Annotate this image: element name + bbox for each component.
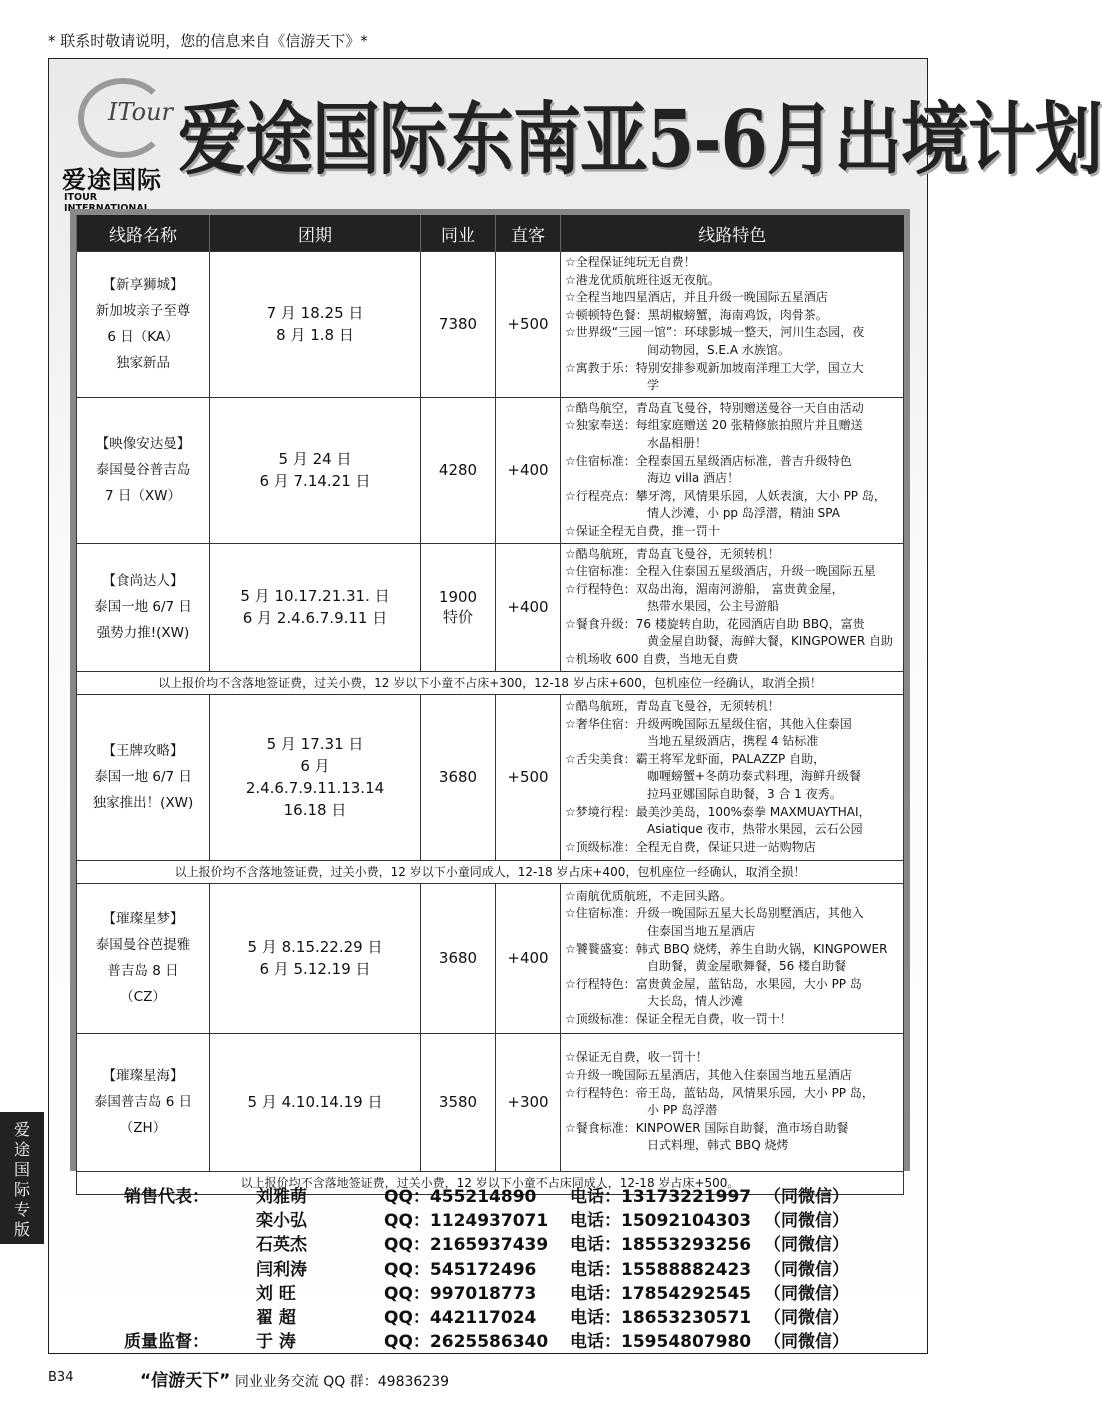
contact-name: 刘 旺 bbox=[256, 1283, 296, 1304]
route-direct-price: +300 bbox=[496, 1033, 561, 1171]
contact-phone bbox=[570, 1279, 751, 1304]
table-header-row bbox=[77, 215, 904, 252]
qq-prefix: QQ： bbox=[384, 1332, 430, 1353]
qq-number: 1124937071 bbox=[429, 1211, 549, 1232]
route-name-line: （ZH） bbox=[119, 1120, 167, 1137]
qq-number: 442117024 bbox=[429, 1308, 537, 1328]
contact-qq bbox=[384, 1230, 548, 1255]
side-tab-char: 途 bbox=[13, 1140, 30, 1159]
contact-row bbox=[124, 1230, 924, 1254]
contact-name: 于 涛 bbox=[256, 1332, 296, 1353]
feature-line: 学 bbox=[647, 378, 660, 393]
route-name-line: （CZ） bbox=[120, 989, 166, 1006]
route-name-line: 强势力推!(XW) bbox=[96, 625, 190, 642]
feature-line: ☆酷鸟航空，青岛直飞曼谷，特别赠送曼谷一天自由活动 bbox=[565, 400, 864, 415]
feature-line: ☆奢华住宿：升级两晚国际五星级住宿，其他入住泰国 bbox=[565, 716, 852, 731]
peer-price-value: 7380 bbox=[438, 315, 478, 334]
feature-line: ☆住宿标准：升级一晚国际五星大长岛别墅酒店，其他入 bbox=[565, 906, 864, 921]
route-peer-price bbox=[421, 397, 496, 543]
table-row bbox=[77, 694, 904, 860]
route-name-line: 6 日（KA） bbox=[107, 329, 179, 346]
contact-phone bbox=[570, 1230, 751, 1255]
route-name-line: 【食尚达人】 bbox=[102, 573, 184, 590]
feature-line: ☆酷鸟航班，青岛直飞曼谷，无须转机！ bbox=[565, 546, 780, 561]
phone-number: 17854292545 bbox=[621, 1283, 752, 1304]
price-notice: 以上报价均不含落地签证费，过关小费，12 岁以下小童不占床同成人，12-18 岁占床+500。 bbox=[77, 1171, 904, 1194]
route-date-line: 2.4.6.7.9.11.13.14 bbox=[245, 779, 385, 798]
phone-number: 15092104303 bbox=[621, 1211, 752, 1232]
phone-prefix: 电话： bbox=[570, 1308, 621, 1328]
wechat-note: （同微信） bbox=[764, 1283, 849, 1304]
table-row bbox=[77, 252, 904, 398]
feature-line: Asiatique 夜市，热带水果园，云石公园 bbox=[647, 822, 863, 837]
contact-row bbox=[124, 1182, 924, 1206]
page-number: B34 bbox=[48, 1370, 74, 1385]
feature-line: 黄金屋自助餐，海鲜大餐，KINGPOWER 自助 bbox=[647, 634, 893, 649]
feature-line: ☆世界级“三园一馆”：环球影城一整天，河川生态园，夜 bbox=[565, 325, 865, 340]
top-note: * 联系时敬请说明，您的信息来自《信游天下》* bbox=[48, 32, 368, 50]
feature-line: 热带水果园，公主号游船 bbox=[647, 599, 780, 614]
logo-mark: ITour bbox=[108, 98, 174, 126]
contact-qq bbox=[384, 1327, 548, 1352]
contact-row bbox=[124, 1255, 924, 1279]
route-date-line: 5 月 10.17.21.31. 日 bbox=[240, 587, 390, 606]
feature-line: ☆顶级标准：全程无自费，保证只进一站购物店 bbox=[565, 839, 816, 854]
feature-line: ☆行程特色：双岛出海，湄南河游船， 富贵黄金屋， bbox=[565, 581, 844, 596]
peer-price-value: 4280 bbox=[438, 461, 478, 480]
qq-prefix: QQ： bbox=[384, 1308, 430, 1328]
feature-line: ☆独家奉送：每组家庭赠送 20 张精修旅拍照片并且赠送 bbox=[565, 418, 863, 433]
phone-prefix: 电话： bbox=[570, 1283, 621, 1304]
contact-phone bbox=[570, 1327, 751, 1352]
route-peer-price bbox=[421, 1033, 496, 1171]
route-features-cell bbox=[561, 252, 904, 398]
contact-phone bbox=[570, 1303, 751, 1328]
qq-number: 997018773 bbox=[429, 1283, 537, 1304]
route-direct-price: +500 bbox=[496, 694, 561, 860]
route-direct-price: +400 bbox=[496, 543, 561, 671]
contact-row bbox=[124, 1279, 924, 1303]
header-route: 线路名称 bbox=[77, 215, 210, 252]
company-logo bbox=[60, 78, 180, 214]
feature-line: ☆寓教于乐：特别安排参观新加坡南洋理工大学，国立大 bbox=[565, 360, 864, 375]
route-date-line: 5 月 4.10.14.19 日 bbox=[247, 1093, 383, 1112]
feature-line: ☆住宿标准：全程入住泰国五星级酒店，升级一晚国际五星 bbox=[565, 564, 876, 579]
route-peer-price bbox=[421, 694, 496, 860]
header-features: 线路特色 bbox=[561, 215, 904, 252]
route-features-cell bbox=[561, 694, 904, 860]
qq-prefix: QQ： bbox=[384, 1211, 430, 1232]
page-title: 爱途国际东南亚5-6月出境计划 bbox=[178, 94, 1102, 187]
feature-line: ☆保证无自费，收一罚十！ bbox=[565, 1050, 708, 1065]
route-direct-price: +500 bbox=[496, 252, 561, 398]
route-date-line: 6 月 7.14.21 日 bbox=[259, 472, 371, 491]
contact-phone bbox=[570, 1182, 751, 1207]
footer-brand: “信游天下” bbox=[140, 1371, 231, 1391]
side-tab-char: 国 bbox=[13, 1160, 30, 1179]
route-name-line: 新加坡亲子至尊 bbox=[95, 303, 191, 320]
route-dates-cell bbox=[210, 883, 421, 1033]
phone-number: 18553293256 bbox=[621, 1235, 752, 1256]
side-tab-char: 版 bbox=[13, 1220, 30, 1239]
route-name-line: 独家推出！(XW) bbox=[92, 795, 194, 812]
route-name-line: 泰国一地 6/7 日 bbox=[94, 599, 192, 616]
route-peer-price bbox=[421, 883, 496, 1033]
logo-cn-name: 爱途国际 bbox=[62, 166, 162, 194]
logo-en-name: ITOUR INTERNATIONAL bbox=[64, 192, 150, 214]
qq-prefix: QQ： bbox=[384, 1283, 430, 1304]
route-peer-price bbox=[421, 252, 496, 398]
phone-prefix: 电话： bbox=[570, 1235, 621, 1256]
route-date-line: 5 月 8.15.22.29 日 bbox=[247, 938, 383, 957]
feature-line: 小 PP 岛浮潜 bbox=[647, 1103, 718, 1118]
header-direct: 直客 bbox=[496, 215, 561, 252]
route-features-cell bbox=[561, 397, 904, 543]
route-name-line: 泰国普吉岛 6 日 bbox=[93, 1094, 193, 1111]
feature-line: 海边 villa 酒店！ bbox=[647, 471, 740, 486]
price-notice: 以上报价均不含落地签证费，过关小费，12 岁以下小童同成人，12-18 岁占床+400，包机座位一经确认，取消全损！ bbox=[77, 860, 904, 883]
phone-prefix: 电话： bbox=[570, 1211, 621, 1232]
feature-line: 拉玛亚娜国际自助餐，3 合 1 夜秀。 bbox=[647, 786, 842, 801]
route-date-line: 6 月 bbox=[300, 757, 330, 776]
route-date-line: 16.18 日 bbox=[283, 801, 347, 820]
feature-line: 间动物园，S.E.A 水族馆。 bbox=[647, 342, 790, 357]
wechat-note: （同微信） bbox=[764, 1308, 849, 1328]
feature-line: ☆梦境行程：最美沙美岛，100%泰拳 MAXMUAYTHAI， bbox=[565, 804, 871, 819]
qq-number: 545172496 bbox=[429, 1259, 537, 1280]
feature-line: ☆南航优质航班，不走回头路。 bbox=[565, 888, 732, 903]
footer-group bbox=[140, 1366, 449, 1391]
feature-line: 自助餐，黄金屋歌舞餐，56 楼自助餐 bbox=[647, 959, 847, 974]
feature-line: 住泰国当地五星酒店 bbox=[647, 923, 756, 938]
route-name-cell bbox=[77, 883, 210, 1033]
route-name-line: 【新享狮城】 bbox=[102, 277, 184, 294]
wechat-note: （同微信） bbox=[764, 1332, 849, 1353]
qq-number: 455214890 bbox=[429, 1187, 537, 1207]
phone-prefix: 电话： bbox=[570, 1259, 621, 1280]
route-dates-cell bbox=[210, 1033, 421, 1171]
feature-line: ☆机场收 600 自费，当地无自费 bbox=[565, 652, 739, 667]
routes-table bbox=[76, 215, 904, 1195]
route-name-line: 7 日（XW） bbox=[105, 488, 181, 505]
route-dates-cell bbox=[210, 397, 421, 543]
route-name-line: 普吉岛 8 日 bbox=[107, 963, 179, 980]
feature-line: ☆全程当地四星酒店，并且升级一晚国际五星酒店 bbox=[565, 290, 828, 305]
side-tab-char: 际 bbox=[13, 1180, 30, 1199]
feature-line: ☆行程亮点：攀牙湾，风情果乐园，人妖表演，大小 PP 岛， bbox=[565, 488, 886, 503]
contact-row bbox=[124, 1303, 924, 1327]
route-features-cell bbox=[561, 883, 904, 1033]
route-date-line: 6 月 2.4.6.7.9.11 日 bbox=[242, 609, 388, 628]
wechat-note: （同微信） bbox=[764, 1235, 849, 1256]
feature-line: 情人沙滩，小 pp 岛浮潜，精油 SPA bbox=[647, 506, 840, 521]
qq-number: 2165937439 bbox=[429, 1235, 549, 1256]
feature-line: 大长岛，情人沙滩 bbox=[647, 994, 744, 1009]
feature-line: ☆保证全程无自费，推一罚十 bbox=[565, 523, 720, 538]
feature-line: 水晶相册！ bbox=[647, 435, 708, 450]
contact-name: 刘雅萌 bbox=[256, 1187, 307, 1207]
price-notice-row bbox=[77, 671, 904, 694]
wechat-note: （同微信） bbox=[764, 1259, 849, 1280]
wechat-note: （同微信） bbox=[764, 1211, 849, 1232]
price-notice: 以上报价均不含落地签证费，过关小费，12 岁以下小童不占床+300，12-18 岁占床+600，包机座位一经确认，取消全损！ bbox=[77, 671, 904, 694]
phone-number: 15588882423 bbox=[621, 1259, 752, 1280]
table-row bbox=[77, 1033, 904, 1171]
contact-name: 栾小弘 bbox=[256, 1211, 307, 1232]
peer-price-value: 3680 bbox=[438, 949, 478, 968]
wechat-note: （同微信） bbox=[764, 1187, 849, 1207]
feature-line: ☆顿顿特色餐：黑胡椒螃蟹，海南鸡饭，肉骨茶。 bbox=[565, 307, 828, 322]
phone-number: 15954807980 bbox=[621, 1332, 752, 1353]
route-name-line: 【映像安达曼】 bbox=[95, 436, 191, 453]
side-tab-char: 爱 bbox=[13, 1120, 30, 1139]
phone-number: 13173221997 bbox=[621, 1187, 752, 1207]
route-direct-price: +400 bbox=[496, 883, 561, 1033]
route-name-cell bbox=[77, 1033, 210, 1171]
side-tab bbox=[0, 1112, 44, 1244]
feature-line: ☆饕餮盛宴：韩式 BBQ 烧烤，养生自助火锅，KINGPOWER bbox=[565, 941, 888, 956]
phone-prefix: 电话： bbox=[570, 1332, 621, 1353]
contact-label: 质量监督： bbox=[124, 1332, 209, 1353]
contact-qq bbox=[384, 1279, 536, 1304]
route-name-line: 泰国曼谷芭提雅 bbox=[95, 937, 191, 954]
feature-line: ☆升级一晚国际五星酒店，其他入住泰国当地五星酒店 bbox=[565, 1067, 852, 1082]
feature-line: ☆住宿标准：全程泰国五星级酒店标准，普吉升级特色 bbox=[565, 453, 852, 468]
peer-price-value: 3580 bbox=[438, 1093, 478, 1112]
route-date-line: 7 月 18.25 日 bbox=[266, 304, 364, 323]
contact-qq bbox=[384, 1206, 548, 1231]
route-name-cell bbox=[77, 543, 210, 671]
contact-qq bbox=[384, 1255, 536, 1280]
route-name-cell bbox=[77, 694, 210, 860]
contact-row bbox=[124, 1327, 924, 1351]
feature-line: ☆舌尖美食：霸王将军龙虾面，PALAZZP 自助， bbox=[565, 751, 826, 766]
table-row bbox=[77, 883, 904, 1033]
phone-number: 18653230571 bbox=[621, 1308, 752, 1328]
route-name-line: 【王牌攻略】 bbox=[102, 743, 184, 760]
peer-price-note: 特价 bbox=[442, 607, 473, 626]
route-features-cell bbox=[561, 543, 904, 671]
contact-name: 石英杰 bbox=[256, 1235, 307, 1256]
price-notice-row bbox=[77, 860, 904, 883]
route-date-line: 5 月 17.31 日 bbox=[266, 735, 364, 754]
qq-prefix: QQ： bbox=[384, 1187, 430, 1207]
qq-number: 2625586340 bbox=[429, 1332, 549, 1353]
route-name-cell bbox=[77, 397, 210, 543]
route-direct-price: +400 bbox=[496, 397, 561, 543]
route-name-line: 独家新品 bbox=[116, 355, 170, 372]
footer-group-text: 同业业务交流 QQ 群：49836239 bbox=[234, 1374, 450, 1390]
feature-line: ☆全程保证纯玩无自费！ bbox=[565, 255, 696, 269]
contact-qq bbox=[384, 1303, 536, 1328]
contact-phone bbox=[570, 1255, 751, 1280]
contact-qq bbox=[384, 1182, 536, 1207]
route-dates-cell bbox=[210, 252, 421, 398]
contact-name: 翟 超 bbox=[256, 1308, 296, 1328]
side-tab-char: 专 bbox=[13, 1200, 30, 1219]
qq-prefix: QQ： bbox=[384, 1235, 430, 1256]
route-date-line: 6 月 5.12.19 日 bbox=[259, 960, 371, 979]
contact-name: 闫利涛 bbox=[256, 1259, 307, 1280]
feature-line: 当地五星级酒店，携程 4 钻标准 bbox=[647, 734, 819, 749]
qq-prefix: QQ： bbox=[384, 1259, 430, 1280]
route-name-cell bbox=[77, 252, 210, 398]
header-peer: 同业 bbox=[421, 215, 496, 252]
feature-line: ☆餐食升级：76 楼旋转自助，花园酒店自助 BBQ，富贵 bbox=[565, 616, 865, 631]
route-date-line: 5 月 24 日 bbox=[278, 450, 352, 469]
feature-line: ☆港龙优质航班往返无夜航。 bbox=[565, 272, 720, 287]
phone-prefix: 电话： bbox=[570, 1187, 621, 1207]
route-peer-price bbox=[421, 543, 496, 671]
contact-phone bbox=[570, 1206, 751, 1231]
peer-price-value: 3680 bbox=[438, 768, 478, 787]
route-name-line: 【璀璨星梦】 bbox=[102, 911, 184, 928]
feature-line: 咖喱螃蟹+冬荫功泰式料理，海鲜升级餐 bbox=[647, 769, 862, 784]
table-row bbox=[77, 397, 904, 543]
route-date-line: 8 月 1.8 日 bbox=[276, 326, 354, 345]
contact-row bbox=[124, 1206, 924, 1230]
feature-line: ☆行程特色：帝王岛，蓝钻岛，风情果乐园，大小 PP 岛， bbox=[565, 1085, 874, 1100]
peer-price-value: 1900 bbox=[438, 587, 478, 606]
feature-line: ☆餐食标准：KINPOWER 国际自助餐，渔市场自助餐 bbox=[565, 1120, 849, 1135]
table-row bbox=[77, 543, 904, 671]
header-dates: 团期 bbox=[210, 215, 421, 252]
route-dates-cell bbox=[210, 543, 421, 671]
route-dates-cell bbox=[210, 694, 421, 860]
feature-line: ☆行程特色：富贵黄金屋，蓝钻岛，水果园，大小 PP 岛 bbox=[565, 976, 862, 991]
feature-line: ☆顶级标准：保证全程无自费，收一罚十！ bbox=[565, 1011, 792, 1026]
route-name-line: 泰国一地 6/7 日 bbox=[94, 769, 192, 786]
contact-label: 销售代表： bbox=[124, 1187, 209, 1207]
route-name-line: 【璀璨星海】 bbox=[102, 1068, 184, 1085]
feature-line: ☆酷鸟航班，青岛直飞曼谷，无须转机！ bbox=[565, 698, 780, 713]
feature-line: 日式料理，韩式 BBQ 烧烤 bbox=[647, 1138, 789, 1153]
route-features-cell bbox=[561, 1033, 904, 1171]
route-name-line: 泰国曼谷普吉岛 bbox=[95, 462, 191, 479]
